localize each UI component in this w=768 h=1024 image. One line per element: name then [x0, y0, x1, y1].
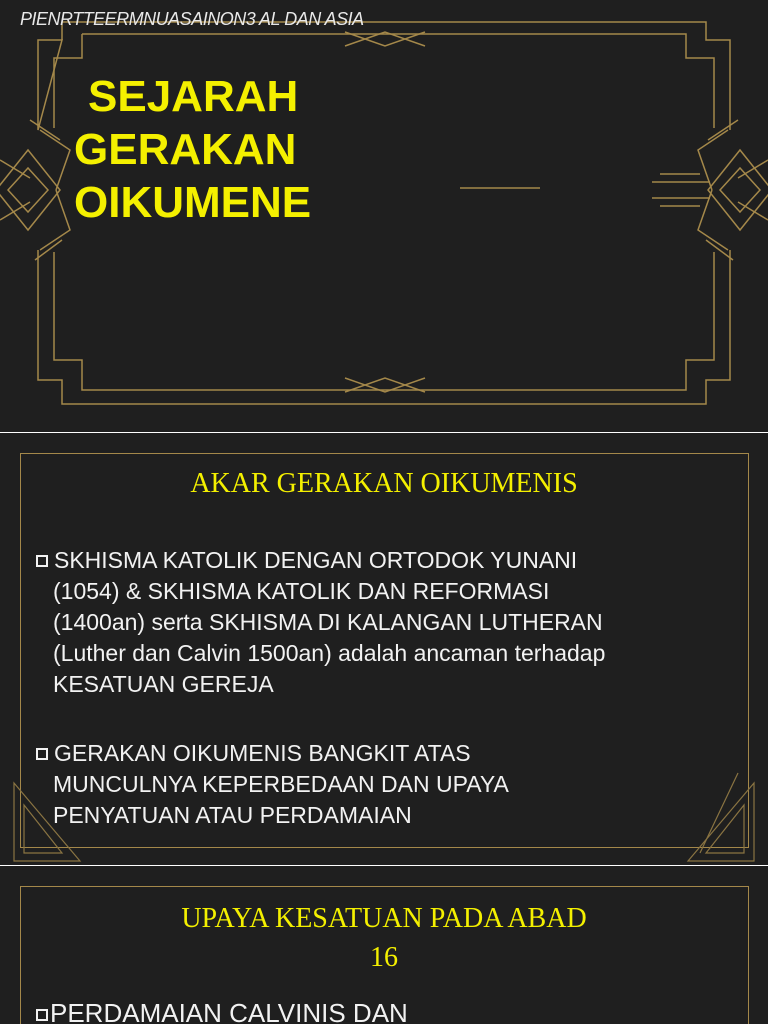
- checkbox-bullet-icon: [36, 748, 48, 760]
- title-slide: [0, 0, 768, 432]
- bullet-1-line-1: SKHISMA KATOLIK DENGAN ORTODOK YUNANI: [54, 547, 578, 573]
- bullet-point-1: [36, 545, 605, 700]
- heading-line-2: 16: [370, 942, 398, 973]
- slide-heading: AKAR GERAKAN OIKUMENIS: [190, 468, 578, 499]
- slide-title: [74, 70, 311, 229]
- bullet-1-line-1: PERDAMAIAN CALVINIS DAN: [50, 998, 408, 1024]
- overlapping-header-text: PIENRTTEERMNUASAINON3 AL DAN ASIA: [20, 9, 364, 29]
- title-line-3: OIKUMENE: [74, 178, 312, 227]
- bullet-point-2: [36, 738, 509, 831]
- title-line-2: GERAKAN: [74, 125, 297, 174]
- content-slide-akar: [0, 433, 768, 865]
- checkbox-bullet-icon: [36, 1009, 48, 1021]
- title-line-1: SEJARAH: [88, 72, 299, 121]
- heading-line-1: UPAYA KESATUAN PADA ABAD: [181, 903, 587, 934]
- bullet-1-line-2: (1054) & SKHISMA KATOLIK DAN REFORMASI: [53, 578, 550, 604]
- bullet-point-1: [36, 998, 408, 1024]
- bullet-2-line-2: MUNCULNYA KEPERBEDAAN DAN UPAYA: [53, 771, 509, 797]
- bullet-1-line-3: (1400an) serta SKHISMA DI KALANGAN LUTHERAN: [53, 609, 603, 635]
- bullet-1-line-4: (Luther dan Calvin 1500an) adalah ancaman terhadap: [53, 640, 606, 666]
- bullet-2-line-3: PENYATUAN ATAU PERDAMAIAN: [53, 802, 412, 828]
- checkbox-bullet-icon: [36, 555, 48, 567]
- content-slide-upaya: [0, 866, 768, 1024]
- slide-heading: [0, 899, 768, 977]
- bullet-1-line-5: KESATUAN GEREJA: [53, 671, 274, 697]
- bullet-2-line-1: GERAKAN OIKUMENIS BANGKIT ATAS: [54, 740, 471, 766]
